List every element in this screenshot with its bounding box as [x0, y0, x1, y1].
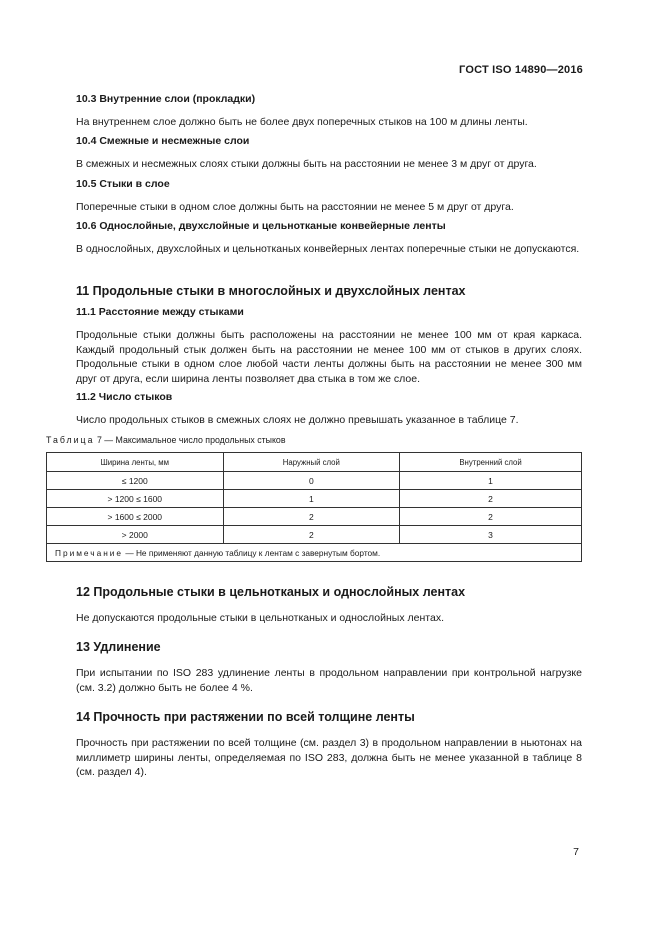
- section-text: Прочность при растяжении по всей толщине (см. раздел 3) в продольном направлении в ньютонах на миллиметр ширины ленты, определяемая по ISO 283, должна быть не менее указанной в таблице 8 (см. раздел 4).: [76, 737, 582, 778]
- table-cell: > 2000: [47, 526, 224, 544]
- section-10-4: [76, 135, 582, 181]
- table-caption-label: Таблица: [46, 435, 95, 445]
- section-heading: 12 Продольные стыки в цельнотканых и однослойных лентах: [76, 585, 466, 599]
- section-14: [76, 710, 582, 789]
- section-title: 11.2 Число стыков: [76, 391, 173, 403]
- section-text: В смежных и несмежных слоях стыки должны быть на расстоянии не менее 3 м друг от друга.: [76, 158, 537, 170]
- table-cell: 1: [400, 472, 582, 490]
- table-cell: 2: [400, 508, 582, 526]
- section-text: В однослойных, двухслойных и цельнотканых конвейерных лентах поперечные стыки не допускаются.: [76, 243, 580, 255]
- table-note-row: [47, 544, 582, 562]
- document-id: ГОСТ ISO 14890—2016: [459, 64, 583, 76]
- table-row: [47, 472, 582, 490]
- table-row: [47, 526, 582, 544]
- table-cell: 3: [400, 526, 582, 544]
- table-cell: 0: [223, 472, 400, 490]
- section-title: 10.4 Смежные и несмежные слои: [76, 135, 250, 147]
- section-13: [76, 640, 582, 704]
- table-cell: > 1600 ≤ 2000: [47, 508, 224, 526]
- section-heading: 13 Удлинение: [76, 640, 161, 654]
- table-cell: 2: [400, 490, 582, 508]
- table-cell: ≤ 1200: [47, 472, 224, 490]
- section-10-5: [76, 178, 582, 224]
- section-text: Не допускаются продольные стыки в цельнотканых и однослойных лентах.: [76, 612, 444, 624]
- section-text: На внутреннем слое должно быть не более двух поперечных стыков на 100 м длины ленты.: [76, 116, 528, 128]
- table-note-text: — Не применяют данную таблицу к лентам с завернутым бортом.: [123, 547, 381, 558]
- section-11-1: [76, 306, 582, 395]
- section-11: [76, 284, 582, 308]
- table-caption-text: 7 — Максимальное число продольных стыков: [94, 435, 286, 445]
- table-7: [46, 452, 582, 562]
- table-cell: 2: [223, 526, 400, 544]
- section-title: 10.6 Однослойные, двухслойные и цельнотканые конвейерные ленты: [76, 220, 446, 232]
- table-header-cell: Ширина ленты, мм: [47, 453, 224, 472]
- table-header-cell: Наружный слой: [223, 453, 400, 472]
- section-text: Поперечные стыки в одном слое должны быть на расстоянии не менее 5 м друг от друга.: [76, 201, 514, 213]
- table-note: [47, 544, 582, 562]
- table-cell: > 1200 ≤ 1600: [47, 490, 224, 508]
- table-cell: 1: [223, 490, 400, 508]
- section-text: При испытании по ISO 283 удлинение ленты в продольном направлении при контрольной нагрузке (см. 3.2) должно быть не более 4 %.: [76, 667, 582, 694]
- page-number: 7: [573, 846, 579, 858]
- section-10-6: [76, 220, 582, 266]
- section-title: 10.5 Стыки в слое: [76, 178, 170, 190]
- table-header-row: [47, 453, 582, 472]
- table-caption: [46, 435, 286, 445]
- section-title: 10.3 Внутренние слои (прокладки): [76, 93, 256, 105]
- section-heading: 11 Продольные стыки в многослойных и двухслойных лентах: [76, 284, 466, 298]
- table-row: [47, 508, 582, 526]
- section-text: Число продольных стыков в смежных слоях не должно превышать указанное в таблице 7.: [76, 414, 519, 426]
- section-title: 11.1 Расстояние между стыками: [76, 306, 244, 318]
- table-header-cell: Внутренний слой: [400, 453, 582, 472]
- table-row: [47, 490, 582, 508]
- table-cell: 2: [223, 508, 400, 526]
- section-11-2: [76, 391, 582, 437]
- section-text: Продольные стыки должны быть расположены на расстоянии не менее 100 мм от края каркаса. Каждый продольный стык должен быть на расстоянии не менее 100 мм от стыков в других слоях. Продольные стыки в одном слое любой части ленты должны быть на расстоянии не менее 300 мм друг от друга, если ширина ленты позволяет два стыка в том же слое.: [76, 329, 582, 385]
- section-10-3: [76, 93, 582, 139]
- section-12: [76, 585, 582, 635]
- table-note-label: Примечание: [55, 547, 124, 558]
- section-heading: 14 Прочность при растяжении по всей толщине ленты: [76, 710, 415, 724]
